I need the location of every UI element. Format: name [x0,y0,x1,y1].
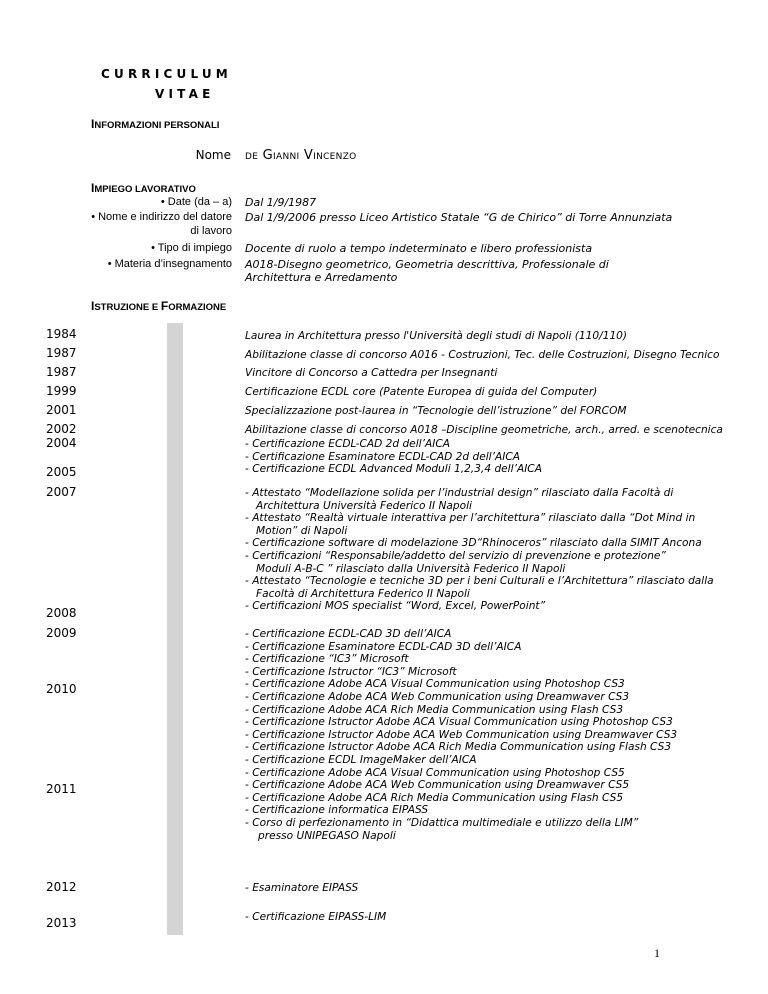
title-line-1: CURRICULUM [101,67,232,81]
entry-1987a: Abilitazione classe di concorso A016 - Costruzioni, Tec. delle Costruzioni, Disegno Tecnico [245,349,720,361]
list-item: - Attestato “Modellazione solida per l’industrial design” rilasciato dalla Facoltà di [245,487,674,499]
entry-1987b: Vincitore di Concorso a Cattedra per Insegnanti [245,367,498,379]
list-item: - Certificazione Istructor Adobe ACA Rich Media Communication using Flash CS3 [245,741,672,754]
section-employment: IMPIEGO LAVORATIVO [91,181,196,195]
year-2007: 2007 [46,485,77,499]
value-type: Docente di ruolo a tempo indeterminato e libero professionista [245,242,593,255]
year-1999: 1999 [46,384,77,398]
list-item: Facoltà di Architettura Federico II Napoli [256,587,470,600]
year-2010: 2010 [46,682,77,696]
entry-1999: Certificazione ECDL core (Patente Europea di guida del Computer) [245,386,598,398]
list-item: - Attestato “Tecnologie e tecniche 3D per i beni Culturali e l’Architettura” rilasciato dalla [245,575,714,588]
year-2011: 2011 [46,782,77,796]
label-dates: • Date (da – a) [160,196,232,208]
year-2008: 2008 [46,606,77,620]
value-subject: A018-Disegno geometrico, Geometria descrittiva, Professionale di Architettura e Arredamento [245,258,609,284]
list-item: - Certificazioni MOS specialist “Word, Excel, PowerPoint” [245,600,546,613]
entry-2002: Abilitazione classe di concorso A018 –Discipline geometriche, arch., arred. e scenotecnica [245,424,723,436]
block-2007 [245,487,714,613]
list-item: Motion” di Napoli [256,524,348,537]
label-employer-1: • Nome e indirizzo del datore [91,211,232,223]
value-employer: Dal 1/9/2006 presso Liceo Artistico Statale “G de Chirico” di Torre Annunziata [245,211,673,224]
list-item: - Certificazione Istructor Adobe ACA Visual Communication using Photoshop CS3 [245,716,673,729]
list-item: - Attestato “Realtà virtuale interattiva per l’architettura” rilasciato dalla “Dot Mind in [245,512,696,525]
year-2012: 2012 [46,880,77,894]
grey-divider-bar [167,323,183,935]
block-2009 [245,628,677,842]
entry-2012: - Esaminatore EIPASS [245,882,359,894]
list-item: Architettura Università Federico II Napoli [256,499,472,512]
list-item: - Certificazione ECDL-CAD 2d dell’AICA [245,438,450,450]
list-item: - Certificazione Istructor Adobe ACA Web Communication using Dreamwaver CS3 [245,728,678,741]
block-2004 [245,438,542,476]
year-2005: 2005 [46,465,77,479]
list-item: - Certificazione Istructor “IC3” Microsoft [245,665,457,678]
section-personal-info: INFORMAZIONI PERSONALI [91,117,220,131]
year-1987a: 1987 [46,346,77,360]
section-education: ISTRUZIONE E FORMAZIONE [91,299,227,313]
person-name: de Gianni Vincenzo [245,148,357,163]
year-1987b: 1987 [46,365,77,379]
list-item: - Certificazione ECDL Advanced Moduli 1,2,3,4 dell’AICA [245,463,542,476]
list-item: - Corso di perfezionamento in “Didattica multimediale e utilizzo della LIM” [245,816,639,829]
year-2004: 2004 [46,436,77,450]
list-item: - Certificazione Adobe ACA Web Communication using Dreamwaver CS3 [245,690,630,703]
list-item: - Certificazione Adobe ACA Rich Media Communication using Flash CS5 [245,791,624,804]
year-1984: 1984 [46,327,77,341]
list-item: - Certificazione informatica EIPASS [245,804,429,817]
list-item: - Certificazione Adobe ACA Visual Communication using Photoshop CS3 [245,678,625,691]
label-employer-2: di lavoro [190,225,232,237]
list-item: - Certificazione Adobe ACA Web Communication using Dreamwaver CS5 [245,779,630,792]
list-item: - Certificazione Esaminatore ECDL-CAD 3D dell’AICA [245,640,522,653]
entry-1984: Laurea in Architettura presso l'Università degli studi di Napoli (110/110) [245,330,628,342]
label-type: • Tipo di impiego [151,242,232,254]
list-item: - Certificazione Adobe ACA Rich Media Communication using Flash CS3 [245,703,624,716]
title-line-2: VITAE [155,87,215,101]
list-item: Moduli A-B-C ” rilasciato dalla Università Federico II Napoli [256,562,566,575]
value-dates: Dal 1/9/1987 [245,196,317,209]
year-2002: 2002 [46,422,77,436]
page-number: 1 [654,946,660,960]
entry-2001: Specializzazione post-laurea in “Tecnologie dell’istruzione” del FORCOM [245,405,627,417]
list-item: - Certificazione “IC3” Microsoft [245,653,409,666]
label-subject: • Materia d’insegnamento [107,258,232,270]
year-2013: 2013 [46,916,77,930]
name-label: Nome [195,148,231,162]
list-item: - Certificazione software di modelazione 3D“Rhinoceros” rilasciato dalla SIMIT Ancona [245,537,702,550]
list-item: - Certificazione Esaminatore ECDL-CAD 2d dell’AICA [245,450,521,463]
year-2009: 2009 [46,626,77,640]
year-2001: 2001 [46,403,77,417]
list-item: presso UNIPEGASO Napoli [258,829,396,842]
list-item: - Certificazioni “Responsabile/addetto del servizio di prevenzione e protezione” [245,549,666,562]
entry-2013: - Certificazione EIPASS-LIM [245,911,387,923]
list-item: - Certificazione ECDL ImageMaker dell’AICA [245,753,477,766]
list-item: - Certificazione Adobe ACA Visual Communication using Photoshop CS5 [245,766,625,779]
list-item: - Certificazione ECDL-CAD 3D dell’AICA [245,628,452,640]
